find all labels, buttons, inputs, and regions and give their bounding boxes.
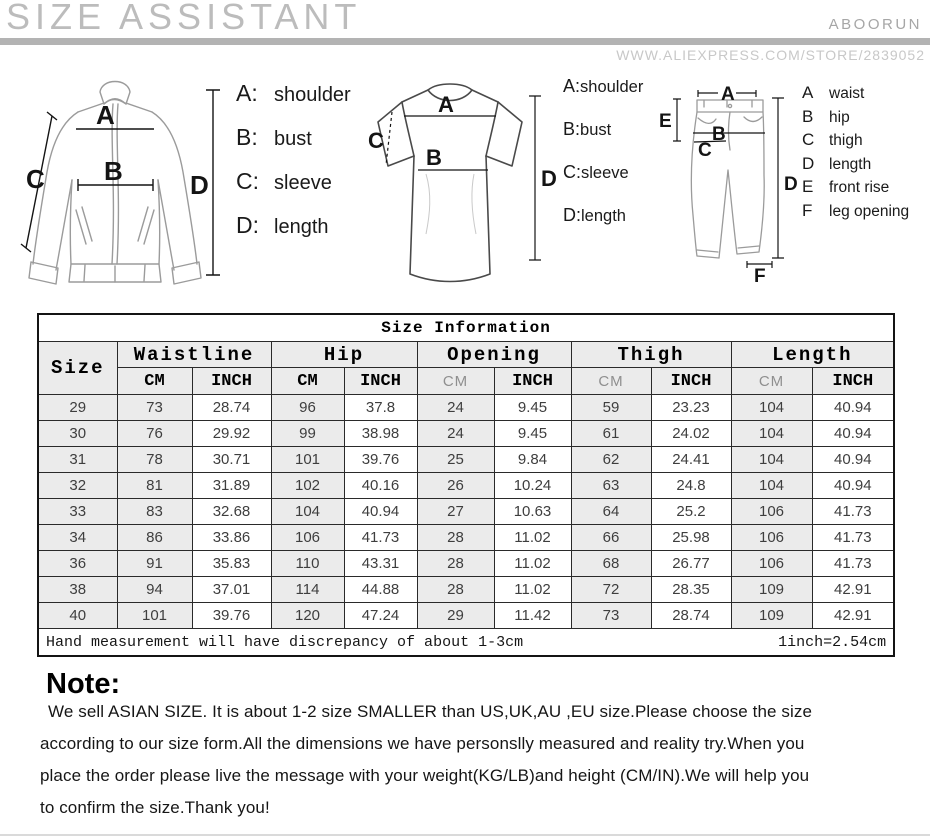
column-header-hip: Hip — [271, 342, 417, 368]
value-cell: 102 — [271, 473, 344, 499]
value-cell: 63 — [571, 473, 651, 499]
value-cell: 28.35 — [651, 577, 731, 603]
unit-header-cm: CM — [571, 368, 651, 395]
value-cell: 104 — [731, 421, 812, 447]
value-cell: 35.83 — [192, 551, 271, 577]
table-row — [38, 395, 894, 421]
value-cell: 28 — [417, 525, 494, 551]
value-cell: 37.01 — [192, 577, 271, 603]
unit-header-cm: CM — [417, 368, 494, 395]
size-cell: 29 — [38, 395, 117, 421]
value-cell: 104 — [731, 447, 812, 473]
legend-label: shoulder — [580, 78, 644, 96]
table-row — [38, 473, 894, 499]
legend-label: shoulder — [274, 84, 351, 106]
value-cell: 39.76 — [192, 603, 271, 629]
legend-key: A — [802, 83, 814, 102]
legend-label: sleeve — [581, 164, 629, 182]
value-cell: 40.16 — [344, 473, 417, 499]
value-cell: 109 — [731, 603, 812, 629]
size-cell: 30 — [38, 421, 117, 447]
legend-label: thigh — [829, 132, 863, 149]
value-cell: 11.42 — [494, 603, 571, 629]
value-cell: 25 — [417, 447, 494, 473]
legend-item — [236, 124, 351, 148]
tshirt-mark-d: D — [541, 166, 557, 191]
value-cell: 11.02 — [494, 577, 571, 603]
value-cell: 96 — [271, 395, 344, 421]
value-cell: 41.73 — [344, 525, 417, 551]
brand-name: ABOORUN — [828, 16, 922, 33]
value-cell: 40.94 — [812, 395, 894, 421]
value-cell: 41.73 — [812, 525, 894, 551]
page-title: SIZE ASSISTANT — [6, 0, 362, 37]
unit-header-inch: INCH — [494, 368, 571, 395]
value-cell: 32.68 — [192, 499, 271, 525]
value-cell: 40.94 — [812, 473, 894, 499]
value-cell: 27 — [417, 499, 494, 525]
value-cell: 101 — [117, 603, 192, 629]
legend-label: sleeve — [274, 172, 332, 194]
value-cell: 9.45 — [494, 395, 571, 421]
note-title: Note: — [46, 668, 121, 700]
legend-label: front rise — [829, 179, 890, 196]
table-title: Size Information — [38, 314, 894, 342]
value-cell: 31.89 — [192, 473, 271, 499]
value-cell: 73 — [571, 603, 651, 629]
legend-item — [563, 76, 643, 96]
value-cell: 42.91 — [812, 577, 894, 603]
value-cell: 38.98 — [344, 421, 417, 447]
pants-mark-c: C — [698, 140, 712, 161]
pants-mark-b: B — [712, 124, 726, 145]
size-table-body — [38, 395, 894, 629]
unit-header-cm: CM — [731, 368, 812, 395]
legend-key: B: — [236, 124, 258, 150]
size-cell: 34 — [38, 525, 117, 551]
table-row — [38, 525, 894, 551]
value-cell: 24.8 — [651, 473, 731, 499]
legend-item — [563, 119, 643, 139]
value-cell: 99 — [271, 421, 344, 447]
size-information-table — [37, 313, 895, 657]
legend-item — [802, 154, 909, 171]
value-cell: 104 — [731, 395, 812, 421]
legend-key: B: — [563, 119, 581, 139]
value-cell: 25.98 — [651, 525, 731, 551]
table-group-header-row — [38, 342, 894, 368]
size-cell: 36 — [38, 551, 117, 577]
pants-mark-f: F — [754, 266, 766, 287]
value-cell: 44.88 — [344, 577, 417, 603]
value-cell: 28.74 — [651, 603, 731, 629]
legend-label: length — [274, 216, 329, 238]
value-cell: 9.84 — [494, 447, 571, 473]
jacket-mark-c: C — [26, 164, 45, 194]
legend-key: C: — [563, 162, 581, 182]
value-cell: 76 — [117, 421, 192, 447]
jacket-mark-a: A — [96, 100, 115, 130]
size-cell: 33 — [38, 499, 117, 525]
legend-key: E — [802, 177, 814, 196]
value-cell: 59 — [571, 395, 651, 421]
value-cell: 104 — [731, 473, 812, 499]
legend-key: A: — [236, 80, 258, 106]
value-cell: 43.31 — [344, 551, 417, 577]
legend-label: bust — [580, 121, 612, 139]
legend-item — [802, 201, 909, 218]
value-cell: 42.91 — [812, 603, 894, 629]
legend-label: length — [829, 155, 872, 173]
table-unit-header-row — [38, 368, 894, 395]
legend-key: F — [802, 200, 813, 220]
column-header-waistline: Waistline — [117, 342, 271, 368]
column-header-length: Length — [731, 342, 894, 368]
pants-mark-e: E — [659, 111, 672, 132]
note-line: to confirm the size.Thank you! — [40, 798, 270, 817]
value-cell: 28 — [417, 551, 494, 577]
value-cell: 40.94 — [812, 447, 894, 473]
value-cell: 25.2 — [651, 499, 731, 525]
tshirt-mark-b: B — [426, 145, 442, 170]
legend-key: B — [802, 106, 814, 126]
table-row — [38, 603, 894, 629]
value-cell: 39.76 — [344, 447, 417, 473]
table-row — [38, 577, 894, 603]
legend-key: D — [802, 153, 815, 173]
note-line: according to our size form.All the dimensions we have personslly measured and reality try.When you — [40, 734, 805, 753]
tshirt-diagram — [366, 64, 566, 299]
value-cell: 62 — [571, 447, 651, 473]
value-cell: 9.45 — [494, 421, 571, 447]
size-cell: 31 — [38, 447, 117, 473]
value-cell: 24 — [417, 421, 494, 447]
legend-label: hip — [829, 108, 850, 126]
value-cell: 86 — [117, 525, 192, 551]
value-cell: 10.63 — [494, 499, 571, 525]
legend-label: bust — [274, 128, 312, 150]
value-cell: 11.02 — [494, 525, 571, 551]
tshirt-mark-c: C — [368, 128, 384, 153]
value-cell: 106 — [271, 525, 344, 551]
size-cell: 40 — [38, 603, 117, 629]
value-cell: 47.24 — [344, 603, 417, 629]
jacket-mark-b: B — [104, 156, 123, 186]
legend-item — [236, 80, 351, 104]
value-cell: 101 — [271, 447, 344, 473]
table-title-row — [38, 314, 894, 342]
table-row — [38, 499, 894, 525]
value-cell: 61 — [571, 421, 651, 447]
legend-item — [802, 177, 909, 194]
value-cell: 104 — [271, 499, 344, 525]
value-cell: 10.24 — [494, 473, 571, 499]
legend-item — [802, 83, 909, 100]
value-cell: 33.86 — [192, 525, 271, 551]
value-cell: 91 — [117, 551, 192, 577]
legend-item — [563, 162, 643, 182]
value-cell: 40.94 — [812, 421, 894, 447]
legend-item — [802, 107, 909, 124]
table-row — [38, 551, 894, 577]
legend-key: C — [802, 130, 815, 149]
value-cell: 37.8 — [344, 395, 417, 421]
table-row — [38, 421, 894, 447]
legend-item — [236, 212, 351, 236]
table-footnote — [39, 634, 893, 651]
legend-key: C: — [236, 168, 259, 194]
value-cell: 106 — [731, 525, 812, 551]
table-row — [38, 447, 894, 473]
value-cell: 23.23 — [651, 395, 731, 421]
size-cell: 38 — [38, 577, 117, 603]
legend-item — [236, 168, 351, 192]
pants-mark-a: A — [721, 84, 735, 105]
value-cell: 83 — [117, 499, 192, 525]
legend-key: D: — [236, 212, 259, 238]
table-footnote-row — [38, 629, 894, 657]
value-cell: 41.73 — [812, 551, 894, 577]
pants-diagram — [652, 80, 802, 295]
tshirt-mark-a: A — [438, 92, 454, 117]
pants-mark-d: D — [784, 174, 798, 195]
jacket-diagram — [20, 72, 220, 297]
column-header-size: Size — [38, 342, 117, 395]
value-cell: 29.92 — [192, 421, 271, 447]
value-cell: 78 — [117, 447, 192, 473]
unit-header-inch: INCH — [812, 368, 894, 395]
value-cell: 106 — [731, 499, 812, 525]
store-url: WWW.ALIEXPRESS.COM/STORE/2839052 — [616, 47, 925, 63]
value-cell: 26.77 — [651, 551, 731, 577]
header-divider — [0, 38, 930, 45]
note-line: We sell ASIAN SIZE. It is about 1-2 size SMALLER than US,UK,AU ,EU size.Please choose the size — [48, 702, 813, 721]
legend-label: leg opening — [829, 202, 910, 220]
value-cell: 68 — [571, 551, 651, 577]
value-cell: 81 — [117, 473, 192, 499]
value-cell: 110 — [271, 551, 344, 577]
size-cell: 32 — [38, 473, 117, 499]
value-cell: 40.94 — [344, 499, 417, 525]
legend-item — [563, 205, 643, 225]
note-line: place the order please live the message with your weight(KG/LB)and height (CM/IN).We will help you — [40, 766, 810, 785]
value-cell: 11.02 — [494, 551, 571, 577]
value-cell: 28.74 — [192, 395, 271, 421]
unit-header-inch: INCH — [344, 368, 417, 395]
legend-key: A: — [563, 76, 581, 96]
value-cell: 28 — [417, 577, 494, 603]
footnote-right: 1inch=2.54cm — [778, 633, 887, 651]
value-cell: 114 — [271, 577, 344, 603]
footnote-left: Hand measurement will have discrepancy of about 1-3cm — [46, 633, 524, 651]
unit-header-inch: INCH — [192, 368, 271, 395]
value-cell: 66 — [571, 525, 651, 551]
value-cell: 24.41 — [651, 447, 731, 473]
legend-item — [802, 130, 909, 147]
jacket-mark-d: D — [190, 170, 209, 200]
unit-header-cm: CM — [271, 368, 344, 395]
value-cell: 109 — [731, 577, 812, 603]
value-cell: 41.73 — [812, 499, 894, 525]
column-header-opening: Opening — [417, 342, 571, 368]
value-cell: 94 — [117, 577, 192, 603]
tshirt-legend — [563, 76, 643, 248]
value-cell: 120 — [271, 603, 344, 629]
value-cell: 64 — [571, 499, 651, 525]
jacket-legend — [236, 80, 351, 256]
value-cell: 24.02 — [651, 421, 731, 447]
value-cell: 30.71 — [192, 447, 271, 473]
value-cell: 73 — [117, 395, 192, 421]
column-header-thigh: Thigh — [571, 342, 731, 368]
value-cell: 106 — [731, 551, 812, 577]
note-paragraph — [40, 702, 908, 830]
value-cell: 24 — [417, 395, 494, 421]
unit-header-inch: INCH — [651, 368, 731, 395]
value-cell: 26 — [417, 473, 494, 499]
pants-legend — [802, 83, 909, 224]
legend-key: D: — [563, 205, 581, 225]
value-cell: 29 — [417, 603, 494, 629]
legend-label: waist — [829, 85, 865, 102]
legend-label: length — [581, 207, 626, 225]
value-cell: 72 — [571, 577, 651, 603]
unit-header-cm: CM — [117, 368, 192, 395]
